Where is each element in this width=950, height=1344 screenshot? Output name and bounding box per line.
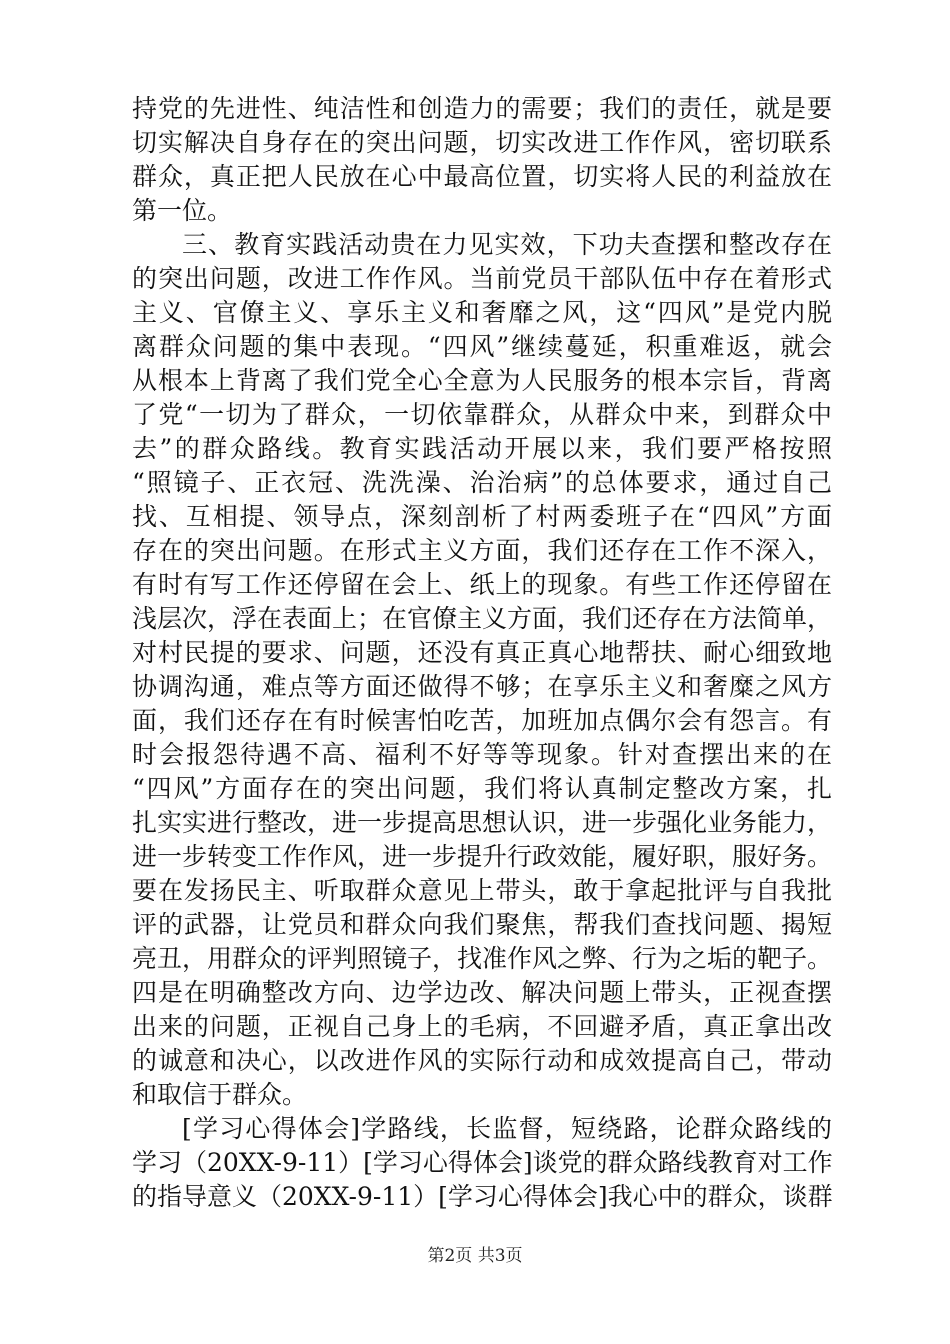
body-text-line: 要在发扬民主、听取群众意见上带头，敢于拿起批评与自我批 <box>132 876 832 905</box>
body-text-line: 进一步转变工作作风，进一步提升行政效能，履好职，服好务。 <box>132 842 833 871</box>
page-number-footer: 第2页 共3页 <box>427 1246 523 1266</box>
related-articles-line: 学习（20XX-9-11）[学习心得体会]谈党的群众路线教育对工作 <box>132 1148 833 1177</box>
body-text-line: 第一位。 <box>132 196 233 225</box>
body-text-line: 评的武器，让党员和群众向我们聚焦，帮我们查找问题、揭短 <box>132 910 832 939</box>
body-text-line: 面，我们还存在有时候害怕吃苦，加班加点偶尔会有怨言。有 <box>132 706 832 735</box>
body-text-line: 持党的先进性、纯洁性和创造力的需要；我们的责任，就是要 <box>132 94 832 123</box>
body-text-line: 和取信于群众。 <box>132 1080 308 1109</box>
body-text-line: 对村民提的要求、问题，还没有真正真心地帮扶、耐心细致地 <box>132 638 832 667</box>
body-text-line: “照镜子、正衣冠、洗洗澡、治治病”的总体要求，通过自己 <box>132 468 832 497</box>
body-text-line: 扎实实进行整改，进一步提高思想认识，进一步强化业务能力， <box>132 808 833 837</box>
body-text-line: 出来的问题，正视自己身上的毛病，不回避矛盾，真正拿出改 <box>132 1012 832 1041</box>
body-text-line: “四风”方面存在的突出问题，我们将认真制定整改方案，扎 <box>132 774 832 803</box>
body-text-line: 的突出问题，改进工作作风。当前党员干部队伍中存在着形式 <box>132 264 832 293</box>
body-text-line: 了党“一切为了群众，一切依靠群众，从群众中来，到群众中 <box>132 400 832 429</box>
body-text-line: 存在的突出问题。在形式主义方面，我们还存在工作不深入， <box>132 536 832 565</box>
body-text-line: 浅层次，浮在表面上；在官僚主义方面，我们还存在方法简单， <box>132 604 833 633</box>
body-text-line: 有时有写工作还停留在会上、纸上的现象。有些工作还停留在 <box>132 570 832 599</box>
body-text-line: 离群众问题的集中表现。“四风”继续蔓延，积重难返，就会 <box>132 332 832 361</box>
body-text-line: 时会报怨待遇不高、福利不好等等现象。针对查摆出来的在 <box>132 740 832 769</box>
body-text-line: 切实解决自身存在的突出问题，切实改进工作作风，密切联系 <box>132 128 832 157</box>
body-text-line: 协调沟通，难点等方面还做得不够；在享乐主义和奢糜之风方 <box>132 672 832 701</box>
body-text-line: 的诚意和决心，以改进作风的实际行动和成效提高自己，带动 <box>132 1046 832 1075</box>
body-text-line: 主义、官僚主义、享乐主义和奢靡之风，这“四风”是党内脱 <box>132 298 832 327</box>
body-text-line: 四是在明确整改方向、边学边改、解决问题上带头，正视查摆 <box>132 978 832 1007</box>
body-text-line: 亮丑，用群众的评判照镜子，找准作风之弊、行为之垢的靶子。 <box>132 944 833 973</box>
related-articles-line: [学习心得体会]学路线，长监督，短绕路，论群众路线的 <box>182 1114 832 1143</box>
body-text-line: 群众，真正把人民放在心中最高位置，切实将人民的利益放在 <box>132 162 832 191</box>
body-text-line: 去”的群众路线。教育实践活动开展以来，我们要严格按照 <box>132 434 832 463</box>
related-articles-line: 的指导意义（20XX-9-11）[学习心得体会]我心中的群众，谈群 <box>132 1182 833 1211</box>
body-text-line: 找、互相提、领导点，深刻剖析了村两委班子在“四风”方面 <box>132 502 832 531</box>
paragraph-start-line: 三、教育实践活动贵在力见实效，下功夫查摆和整改存在 <box>182 230 832 259</box>
body-text-line: 从根本上背离了我们党全心全意为人民服务的根本宗旨，背离 <box>132 366 832 395</box>
